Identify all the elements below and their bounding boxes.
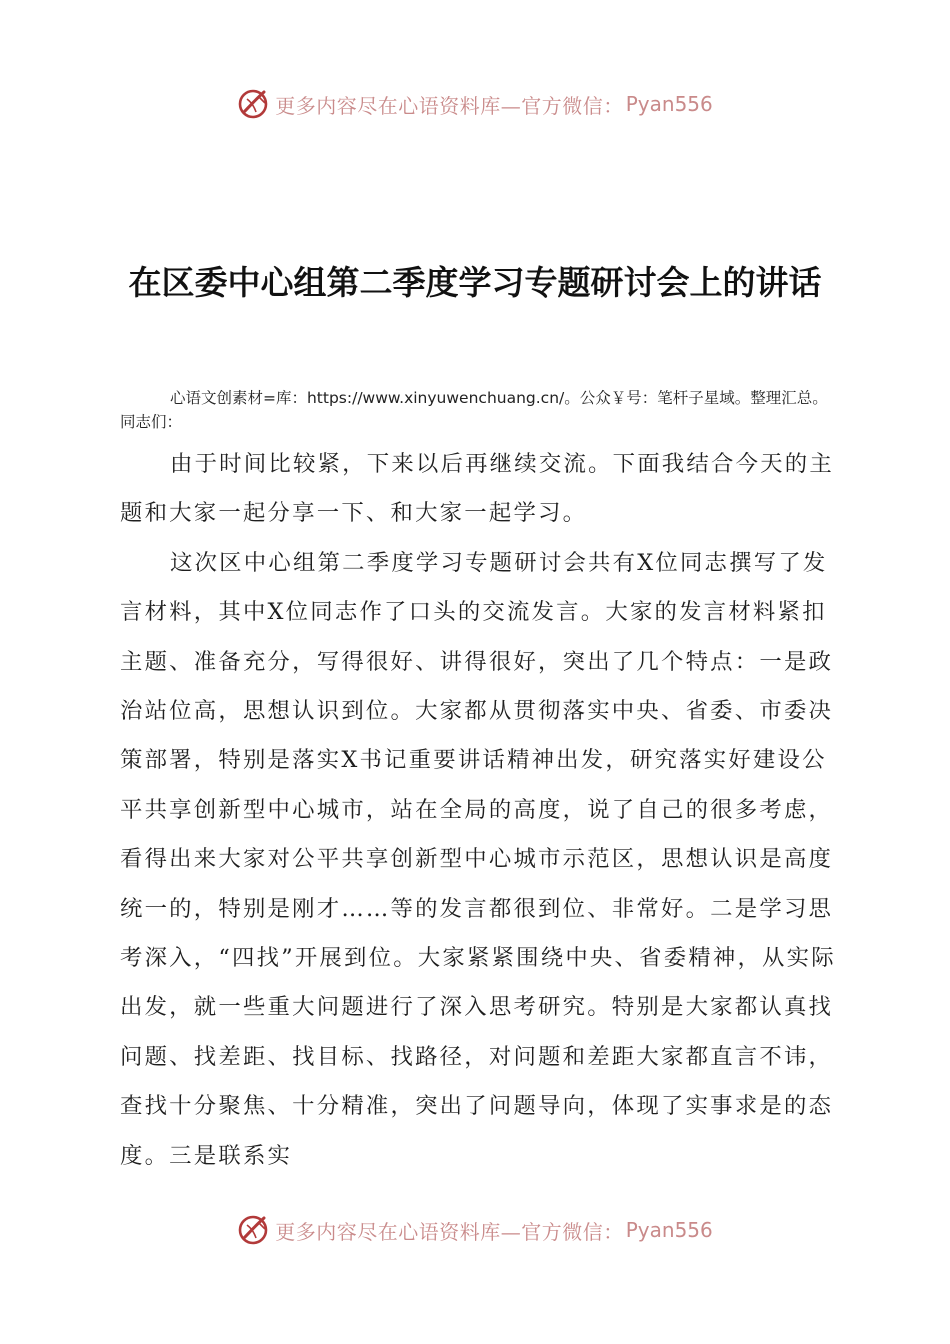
watermark-text: 更多内容尽在心语资料库—官方微信：: [275, 1219, 624, 1244]
document-title: 在区委中心组第二季度学习专题研讨会上的讲话: [128, 263, 822, 302]
watermark-wechat-id: Pyan556: [625, 1218, 713, 1242]
header-watermark: [0, 86, 950, 122]
watermark-wechat-id: Pyan556: [625, 92, 713, 116]
source-note: 心语文创素材=库：https://www.xinyuwenchuang.cn/。公众￥号：笔杆子星域。整理汇总。同志们：: [120, 389, 828, 431]
pen-logo-icon: [237, 1213, 271, 1247]
paragraph: 由于时间比较紧，下来以后再继续交流。下面我结合今天的主题和大家一起分享一下、和大家一起学习。: [120, 451, 834, 527]
watermark-text: 更多内容尽在心语资料库—官方微信：: [275, 93, 624, 118]
document-body: [120, 440, 836, 1181]
pen-logo-icon: [237, 87, 271, 121]
footer-watermark: [0, 1212, 950, 1248]
paragraph: 这次区中心组第二季度学习专题研讨会共有X位同志撰写了发言材料，其中X位同志作了口头的交流发言。大家的发言材料紧扣主题、准备充分，写得很好、讲得很好，突出了几个特点：一是政治站位高，思想认识到位。大家都从贯彻落实中央、省委、市委决策部署，特别是落实X书记重要讲话精神出发，研究落实好建设公平共享创新型中心城市，站在全局的高度，说了自己的很多考虑，看得出来大家对公平共享创新型中心城市示范区，思想认识是高度统一的，特别是刚才……等的发言都很到位、非常好。二是学习思考深入，“四找”开展到位。大家紧紧围绕中央、省委精神，从实际出发，就一些重大问题进行了深入思考研究。特别是大家都认真找问题、找差距、找目标、找路径，对问题和差距大家都直言不讳，查找十分聚焦、十分精准，突出了问题导向，体现了实事求是的态度。三是联系实: [120, 549, 836, 1169]
